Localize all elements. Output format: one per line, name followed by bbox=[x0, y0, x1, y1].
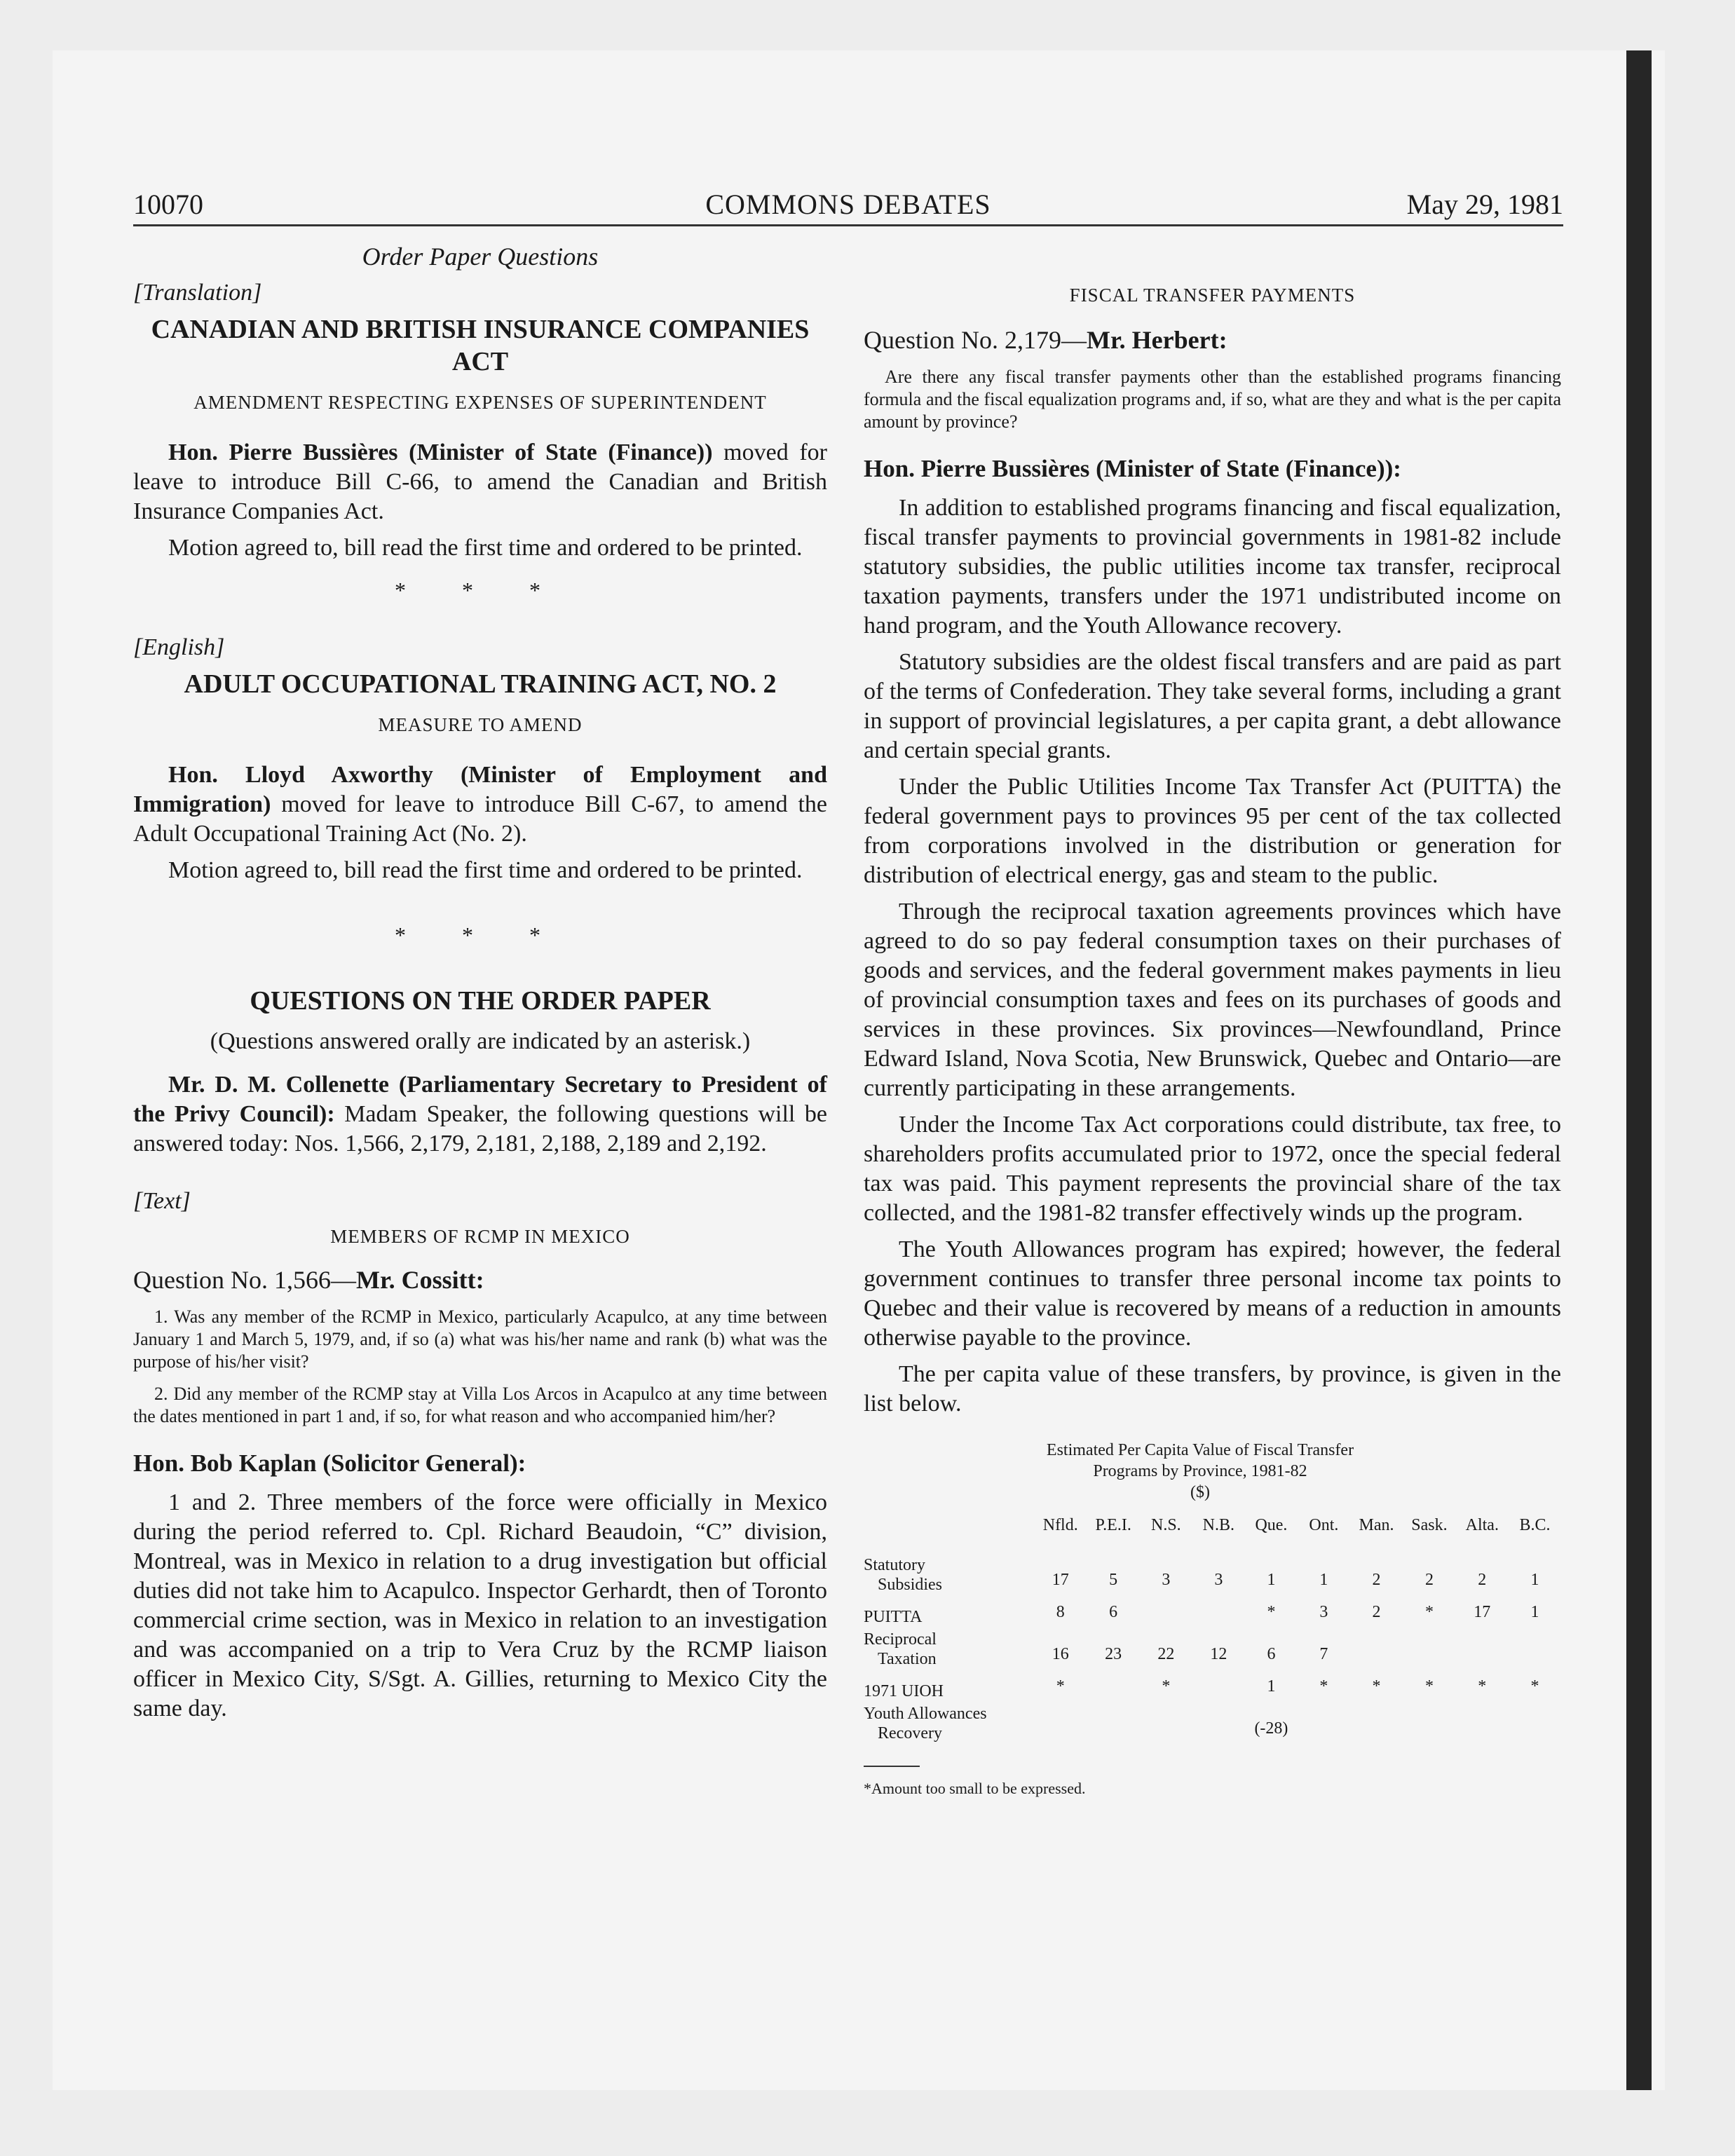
fiscal-heading: FISCAL TRANSFER PAYMENTS bbox=[1069, 285, 1356, 306]
col-header: B.C. bbox=[1519, 1516, 1551, 1534]
table-cell: 3 bbox=[1162, 1571, 1171, 1589]
row-label bbox=[864, 1596, 1034, 1628]
col-header: Ont. bbox=[1309, 1516, 1339, 1534]
separator-stars-2: * * * bbox=[395, 922, 566, 948]
row-label-line-1: Reciprocal bbox=[864, 1630, 937, 1649]
bill1-subtitle: AMENDMENT RESPECTING EXPENSES OF SUPERINTENDENT bbox=[193, 392, 767, 413]
table-cell: 6 bbox=[1267, 1645, 1276, 1663]
table-cell: 2 bbox=[1372, 1603, 1381, 1621]
table-cell: * bbox=[1267, 1603, 1276, 1621]
row-label bbox=[864, 1628, 1034, 1670]
page-header bbox=[133, 188, 1563, 227]
header-rule bbox=[133, 224, 1563, 226]
table-cell: * bbox=[1372, 1677, 1381, 1696]
bill1-paragraph bbox=[133, 438, 827, 526]
table-cell bbox=[1140, 1703, 1192, 1745]
row-label-line-1: Statutory bbox=[864, 1556, 925, 1574]
right-column bbox=[864, 280, 1561, 1803]
table-cell bbox=[1509, 1628, 1561, 1670]
col-header: Alta. bbox=[1465, 1516, 1499, 1534]
page-number: 10070 bbox=[133, 189, 203, 220]
publication-date: May 29, 1981 bbox=[1406, 189, 1563, 220]
footnote-rule bbox=[864, 1766, 920, 1767]
fiscal-question-member: Mr. Herbert: bbox=[1087, 326, 1227, 354]
table-row bbox=[864, 1670, 1561, 1703]
table-cell bbox=[1087, 1703, 1139, 1745]
tag-text: [Text] bbox=[133, 1188, 191, 1214]
row-label bbox=[864, 1703, 1034, 1745]
questions-title: QUESTIONS ON THE ORDER PAPER bbox=[250, 986, 711, 1016]
bill2-motion: Motion agreed to, bill read the first time and ordered to be printed. bbox=[168, 857, 803, 883]
row-label-line-2: Subsidies bbox=[878, 1576, 943, 1594]
collenette-speaker: Mr. D. M. Collenette (Parliamentary Secretary to President of the Privy Council): bbox=[133, 1072, 827, 1127]
answer-para-6: The Youth Allowances program has expired; however, the federal government continues to transfer three personal income tax points to Quebec and their value is recovered by means of a reduction in amounts otherwise payable to the province. bbox=[864, 1236, 1561, 1351]
table-cell: 1 bbox=[1267, 1677, 1276, 1696]
answer-para-4: Through the reciprocal taxation agreements provinces which have agreed to do so pay federal consumption taxes on their purchases of goods and services, and the federal government makes payments in lieu of provincial consumption taxes and fees on its purchases of goods and services in these provinces. Six provinces—Newfoundland, Prince Edward Island, Nova Scotia, New Brunswick, Quebec and Ontario—are currently participating in these arrangements. bbox=[864, 899, 1561, 1101]
table-cell bbox=[1298, 1703, 1350, 1745]
table-cell bbox=[1456, 1628, 1509, 1670]
table-cell: * bbox=[1424, 1603, 1434, 1621]
rcmp-heading: MEMBERS OF RCMP IN MEXICO bbox=[330, 1226, 630, 1247]
bill2-paragraph bbox=[133, 760, 827, 849]
table-header-row bbox=[864, 1510, 1561, 1554]
table-cell: 1 bbox=[1530, 1603, 1539, 1621]
table-cell: 2 bbox=[1424, 1571, 1434, 1589]
row-label-line-1: PUITTA bbox=[864, 1608, 923, 1626]
bill1-title: CANADIAN AND BRITISH INSURANCE COMPANIES ACT bbox=[151, 315, 810, 376]
table-cell: 8 bbox=[1056, 1603, 1065, 1621]
rcmp-q2: 2. Did any member of the RCMP stay at Villa Los Arcos in Acapulco at any time between the dates mentioned in part 1 and, if so, for what reason and who accompanied him/her? bbox=[133, 1384, 827, 1426]
table-cell: 6 bbox=[1109, 1603, 1118, 1621]
col-header: N.B. bbox=[1202, 1516, 1234, 1534]
table-cell bbox=[1087, 1670, 1139, 1703]
row-label bbox=[864, 1670, 1034, 1703]
table-cell bbox=[1403, 1703, 1455, 1745]
col-header: Man. bbox=[1359, 1516, 1394, 1534]
tag-english: [English] bbox=[133, 634, 225, 660]
table-cell: * bbox=[1424, 1677, 1434, 1696]
table-caption-line-3: ($) bbox=[1190, 1483, 1210, 1501]
table-cell bbox=[1350, 1628, 1403, 1670]
col-header: Nfld. bbox=[1042, 1516, 1078, 1534]
answer-para-7: The per capita value of these transfers, by province, is given in the list below. bbox=[864, 1361, 1561, 1417]
publication-title: COMMONS DEBATES bbox=[705, 189, 991, 220]
rcmp-question-member: Mr. Cossitt: bbox=[356, 1266, 484, 1294]
table-cell: 1 bbox=[1267, 1571, 1276, 1589]
table-cell bbox=[1192, 1670, 1245, 1703]
bill2-title: ADULT OCCUPATIONAL TRAINING ACT, NO. 2 bbox=[184, 669, 777, 699]
table-cell: 3 bbox=[1214, 1571, 1223, 1589]
table-cell: 16 bbox=[1052, 1645, 1069, 1663]
table-row bbox=[864, 1596, 1561, 1628]
kaplan-speaker: Hon. Bob Kaplan (Solicitor General): bbox=[133, 1449, 526, 1477]
tag-translation: [Translation] bbox=[133, 280, 262, 306]
row-label-line-1: 1971 UIOH bbox=[864, 1682, 944, 1700]
table-cell: * bbox=[1319, 1677, 1328, 1696]
table-row bbox=[864, 1703, 1561, 1745]
rcmp-q1: 1. Was any member of the RCMP in Mexico, particularly Acapulco, at any time between January 1 and March 5, 1979, and, if so (a) what was his/her name and rank (b) what was the purpose of his/her visit? bbox=[133, 1306, 827, 1372]
bill2-speaker: Hon. Lloyd Axworthy (Minister of Employment and Immigration) bbox=[133, 762, 827, 817]
table-cell bbox=[1140, 1596, 1192, 1628]
table-caption-line-2: Programs by Province, 1981-82 bbox=[1093, 1462, 1307, 1480]
left-column bbox=[133, 242, 827, 1731]
table-footnote: *Amount too small to be expressed. bbox=[864, 1780, 1086, 1797]
table-cell: * bbox=[1056, 1677, 1065, 1696]
table-cell: 12 bbox=[1210, 1645, 1227, 1663]
table-cell: 23 bbox=[1105, 1645, 1122, 1663]
table-cell bbox=[1192, 1596, 1245, 1628]
table-cell bbox=[1403, 1628, 1455, 1670]
bill1-motion: Motion agreed to, bill read the first time and ordered to be printed. bbox=[168, 535, 803, 561]
col-header: Sask. bbox=[1411, 1516, 1448, 1534]
table-cell: 3 bbox=[1319, 1603, 1328, 1621]
table-header-blank bbox=[864, 1510, 1034, 1554]
table-cell: 7 bbox=[1319, 1645, 1328, 1663]
separator-stars-1: * * * bbox=[395, 578, 566, 603]
table-row bbox=[864, 1628, 1561, 1670]
bill1-text: moved for leave to introduce Bill C-66, to amend the Canadian and British Insurance Companies Act. bbox=[133, 439, 827, 524]
table-cell bbox=[1456, 1703, 1509, 1745]
table-cell: (-28) bbox=[1254, 1719, 1288, 1738]
per-capita-table bbox=[864, 1510, 1561, 1745]
table-cell: 17 bbox=[1474, 1603, 1491, 1621]
table-cell: 2 bbox=[1372, 1571, 1381, 1589]
fiscal-question-text: Are there any fiscal transfer payments other than the established programs financing formula and the fiscal equalization programs and, if so, what are they and what is the per capita amount by province? bbox=[864, 367, 1561, 432]
table-cell: 17 bbox=[1052, 1571, 1069, 1589]
answer-para-3: Under the Public Utilities Income Tax Transfer Act (PUITTA) the federal government pays to provinces 95 per cent of the tax collected from corporations involved in the distribution or generation for distribution of electrical energy, gas and steam to the public. bbox=[864, 774, 1561, 888]
kaplan-answer: 1 and 2. Three members of the force were officially in Mexico during the period referred to. Cpl. Richard Beaudoin, “C” division, Montreal, was in Mexico in relation to a drug investigation but official duties did not take him to Acapulco. Inspector Gerhardt, then of Toronto commercial crime section, was in Mexico in relation to an investigation and was accompanied on a trip to Vera Cruz by the RCMP liaison officer in Mexico City, S/Sgt. A. Gillies, returning to Mexico City the same day. bbox=[133, 1489, 827, 1721]
scan-edge-bar bbox=[1626, 50, 1652, 2090]
table-caption bbox=[962, 1440, 1438, 1503]
table-cell bbox=[1034, 1703, 1087, 1745]
bill2-text: moved for leave to introduce Bill C-67, to amend the Adult Occupational Training Act (No. 2). bbox=[133, 791, 827, 847]
row-label-line-1: Youth Allowances bbox=[864, 1705, 987, 1723]
table-cell bbox=[1192, 1703, 1245, 1745]
col-header: N.S. bbox=[1151, 1516, 1181, 1534]
table-cell: 2 bbox=[1478, 1571, 1487, 1589]
bill2-subtitle: MEASURE TO AMEND bbox=[378, 714, 583, 735]
table-cell: * bbox=[1478, 1677, 1487, 1696]
table-cell: 5 bbox=[1109, 1571, 1118, 1589]
questions-note: (Questions answered orally are indicated by an asterisk.) bbox=[210, 1028, 751, 1054]
rcmp-question bbox=[133, 1265, 827, 1295]
col-header: Que. bbox=[1255, 1516, 1288, 1534]
section-heading: Order Paper Questions bbox=[362, 243, 599, 271]
table-cell: 22 bbox=[1157, 1645, 1175, 1663]
row-label bbox=[864, 1554, 1034, 1596]
row-label-line-2: Recovery bbox=[878, 1724, 942, 1742]
col-header: P.E.I. bbox=[1095, 1516, 1131, 1534]
collenette-text: Madam Speaker, the following questions will be answered today: Nos. 1,566, 2,179, 2,181, 2,188, 2,189 and 2,192. bbox=[133, 1101, 827, 1157]
fiscal-question-number: Question No. 2,179— bbox=[864, 326, 1087, 354]
collenette-paragraph bbox=[133, 1070, 827, 1159]
fiscal-question-head bbox=[864, 325, 1561, 355]
table-cell: * bbox=[1530, 1677, 1539, 1696]
answer-para-2: Statutory subsidies are the oldest fiscal transfers and are paid as part of the terms of Confederation. They take several forms, including a grant in support of provincial legislatures, a per capita grant, a debt allowance and certain special grants. bbox=[864, 649, 1561, 763]
bill1-speaker: Hon. Pierre Bussières (Minister of State (Finance)) bbox=[168, 439, 713, 465]
fiscal-answer-speaker: Hon. Pierre Bussières (Minister of State (Finance)): bbox=[864, 455, 1401, 482]
table-row bbox=[864, 1554, 1561, 1596]
rcmp-question-number: Question No. 1,566— bbox=[133, 1266, 356, 1294]
table-caption-line-1: Estimated Per Capita Value of Fiscal Transfer bbox=[1046, 1441, 1354, 1459]
row-label-line-2: Taxation bbox=[878, 1650, 937, 1668]
answer-para-5: Under the Income Tax Act corporations could distribute, tax free, to shareholders profits accumulated prior to 1972, once the special federal tax was paid. This payment represents the provincial share of the tax collected, and the 1981-82 transfer effectively winds up the program. bbox=[864, 1112, 1561, 1226]
table-cell bbox=[1509, 1703, 1561, 1745]
table-cell: 1 bbox=[1530, 1571, 1539, 1589]
table-cell bbox=[1350, 1703, 1403, 1745]
table-cell: 1 bbox=[1319, 1571, 1328, 1589]
table-cell: * bbox=[1162, 1677, 1171, 1696]
answer-para-1: In addition to established programs financing and fiscal equalization, fiscal transfer payments to provincial governments in 1981-82 include statutory subsidies, the public utilities income tax transfer, reciprocal taxation payments, transfers under the 1971 undistributed income on hand program, and the Youth Allowance recovery. bbox=[864, 495, 1561, 639]
